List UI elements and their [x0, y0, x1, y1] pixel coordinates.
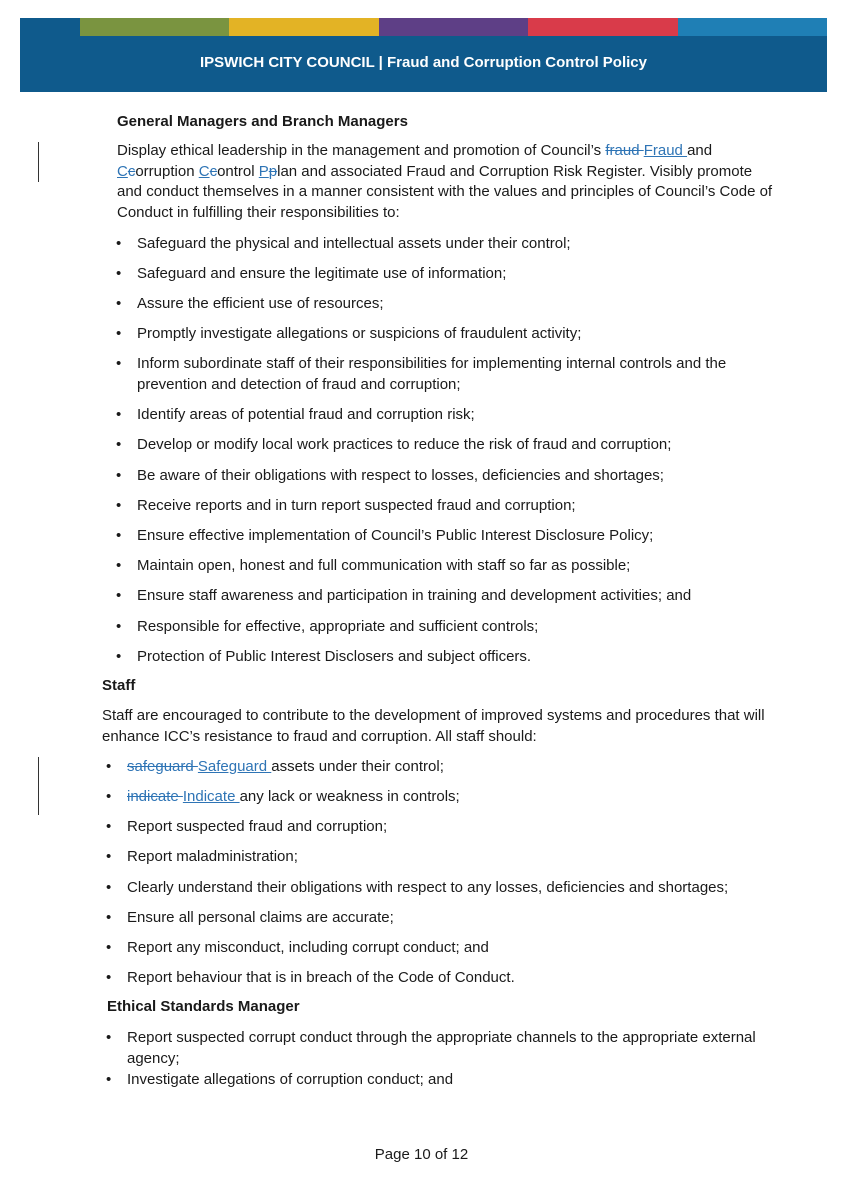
list-item: • Develop or modify local work practices to reduce the risk of fraud and corruption;	[137, 435, 777, 456]
bullet-glyph: •	[116, 265, 122, 282]
list-item: • Report maladministration;	[127, 847, 777, 868]
header-title: IPSWICH CITY COUNCIL | Fraud and Corruption Control Policy	[200, 54, 647, 71]
bullet-glyph: •	[116, 587, 122, 604]
inserted-text: C	[117, 162, 128, 180]
bullet-glyph: •	[106, 1071, 112, 1088]
stripe-yellow	[229, 18, 378, 36]
deleted-text: fraud	[605, 142, 644, 159]
deleted-text: indicate	[127, 788, 183, 805]
bullet-glyph: •	[106, 939, 112, 956]
list-item: • indicate Indicate any lack or weakness in controls;	[127, 787, 777, 808]
list-item: • Report any misconduct, including corrupt conduct; and	[127, 938, 777, 959]
bullet-glyph: •	[116, 648, 122, 665]
bullet-glyph: •	[116, 355, 122, 372]
change-bar	[38, 142, 39, 182]
list-item: • Investigate allegations of corruption conduct; and	[127, 1070, 767, 1091]
bullet-glyph: •	[116, 295, 122, 312]
bullet-glyph: •	[106, 879, 112, 896]
change-bar	[38, 757, 39, 815]
section-heading-esm: Ethical Standards Manager	[107, 998, 300, 1015]
bullet-glyph: •	[116, 406, 122, 423]
bullet-glyph: •	[116, 235, 122, 252]
list-item: • Be aware of their obligations with respect to losses, deficiencies and shortages;	[137, 466, 777, 487]
staff-intro-paragraph: Staff are encouraged to contribute to the development of improved systems and procedures that will enhance ICC’s resistance to fraud and corruption. All staff should:	[102, 707, 765, 745]
section-heading-staff: Staff	[102, 677, 136, 694]
list-item: • Safeguard the physical and intellectual assets under their control;	[137, 234, 777, 255]
bullet-glyph: •	[116, 557, 122, 574]
list-item: • Protection of Public Interest Disclosers and subject officers.	[137, 647, 777, 668]
list-item: • Ensure effective implementation of Council’s Public Interest Disclosure Policy;	[137, 526, 777, 547]
list-item: • Ensure all personal claims are accurate;	[127, 908, 777, 929]
bullet-glyph: •	[116, 325, 122, 342]
list-item: • Maintain open, honest and full communication with staff so far as possible;	[137, 556, 777, 577]
deleted-text: safeguard	[127, 758, 198, 775]
inserted-text: C	[198, 162, 210, 180]
stripe-green	[80, 18, 229, 36]
deleted-text: c	[209, 162, 218, 180]
page-number: Page 10 of 12	[374, 1146, 469, 1163]
bullet-glyph: •	[106, 818, 112, 835]
deleted-text: p	[268, 162, 278, 180]
list-item: • Ensure staff awareness and participation in training and development activities; and	[137, 586, 777, 607]
stripe-purple	[379, 18, 528, 36]
list-item: • Promptly investigate allegations or suspicions of fraudulent activity;	[137, 324, 777, 345]
list-item: • Identify areas of potential fraud and corruption risk;	[137, 405, 777, 426]
bullet-glyph: •	[106, 788, 112, 805]
bullet-glyph: •	[116, 527, 122, 544]
bullet-glyph: •	[106, 848, 112, 865]
inserted-text: Fraud	[643, 142, 688, 159]
gm-intro-paragraph: Display ethical leadership in the management and promotion of Council’s fraud Fraud and Ccorruption Ccontrol Pplan and associated Fraud and Corruption Risk Register. Visibly promote and conduct themselves in a manner consistent with the values and principles of Council’s Code of Conduct in fulfilling their responsibilities to:	[117, 142, 773, 221]
bullet-glyph: •	[106, 1029, 112, 1046]
list-item: • Responsible for effective, appropriate and sufficient controls;	[137, 617, 777, 638]
list-item: • Safeguard and ensure the legitimate use of information;	[137, 264, 777, 285]
list-item: • Assure the efficient use of resources;	[137, 294, 777, 315]
section-heading-gm: General Managers and Branch Managers	[117, 113, 408, 130]
bullet-glyph: •	[116, 497, 122, 514]
list-item: • Report suspected fraud and corruption;	[127, 817, 777, 838]
bullet-glyph: •	[116, 436, 122, 453]
stripe-blue	[678, 18, 827, 36]
list-item: • Report behaviour that is in breach of the Code of Conduct.	[127, 968, 777, 989]
inserted-text: P	[258, 162, 269, 180]
list-item: • safeguard Safeguard assets under their control;	[127, 757, 777, 778]
header-color-stripes	[20, 18, 827, 36]
stripe-red	[528, 18, 677, 36]
list-item: • Report suspected corrupt conduct through the appropriate channels to the appropriate external agency;	[106, 1029, 756, 1067]
inserted-text: Indicate	[182, 788, 240, 805]
list-item: • Clearly understand their obligations with respect to any losses, deficiencies and shortages;	[127, 878, 807, 899]
inserted-text: Safeguard	[197, 758, 272, 775]
bullet-glyph: •	[106, 969, 112, 986]
bullet-glyph: •	[116, 618, 122, 635]
document-header	[20, 18, 827, 92]
list-item: • Inform subordinate staff of their responsibilities for implementing internal controls and the prevention and detection of fraud and corruption;	[116, 355, 727, 393]
list-item: • Receive reports and in turn report suspected fraud and corruption;	[137, 496, 777, 517]
bullet-glyph: •	[106, 909, 112, 926]
deleted-text: c	[127, 162, 136, 180]
bullet-glyph: •	[106, 758, 112, 775]
bullet-glyph: •	[116, 467, 122, 484]
